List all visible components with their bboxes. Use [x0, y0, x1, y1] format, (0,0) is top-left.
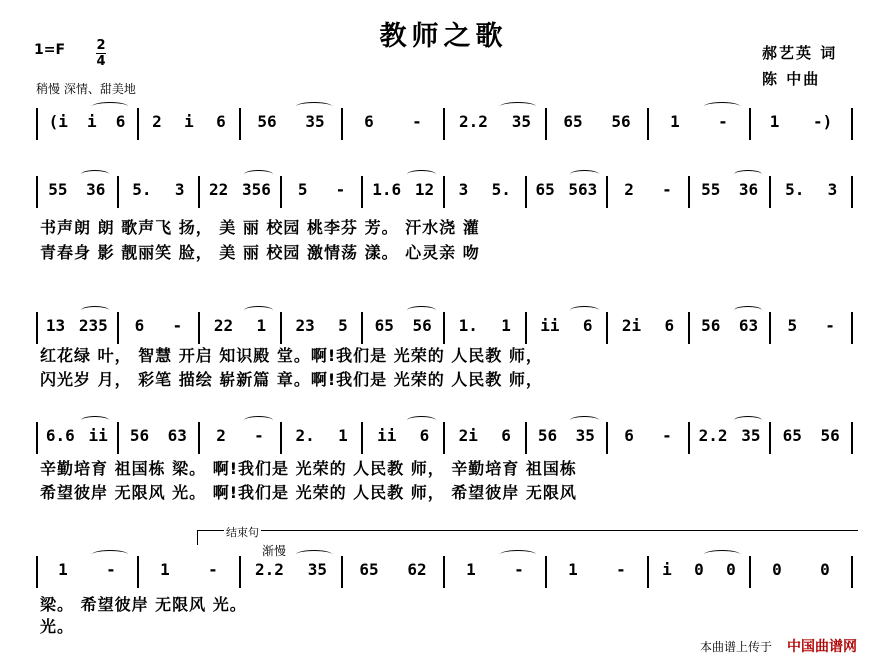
measure [447, 422, 523, 454]
barline [851, 176, 853, 208]
note-group: 2i [458, 426, 478, 445]
measure [284, 422, 360, 454]
note-group: 63 [738, 316, 759, 335]
measure [529, 312, 605, 344]
slur [570, 170, 599, 179]
measure [773, 422, 849, 454]
lyricist-credit: 郝艺英 词 [762, 44, 838, 62]
note-group: 6 [419, 426, 430, 445]
barline [851, 312, 853, 344]
note-group: 356 [242, 180, 271, 199]
note-group: 63 [167, 426, 187, 445]
note-group: 55 [48, 180, 68, 199]
measure [243, 108, 339, 140]
barline [361, 312, 363, 344]
ritardando-marking: 渐慢 [262, 544, 287, 558]
note-group: - [172, 316, 183, 335]
measure [365, 422, 441, 454]
measure [773, 176, 849, 208]
note-group: - [412, 112, 422, 131]
note-group: 6 [216, 112, 226, 131]
note-group: 6 [664, 316, 675, 335]
slur [296, 102, 332, 111]
lyric-row-2-verse-1: 书声朗 朗 歌声飞 扬， 美 丽 校园 桃李芬 芳。 汗水浇 灌 [40, 218, 480, 237]
note-group: 1 [501, 316, 511, 335]
barline [198, 176, 200, 208]
note-group: 6 [582, 316, 593, 335]
barline [137, 556, 139, 588]
measure [447, 556, 543, 588]
barline [606, 176, 608, 208]
note-group: 56 [611, 112, 631, 131]
note-group: 6 [364, 112, 374, 131]
barline [525, 422, 527, 454]
note-group: 6.6 [45, 426, 75, 445]
barline [117, 312, 119, 344]
measure [141, 556, 237, 588]
barline [443, 108, 445, 140]
barline [36, 422, 38, 454]
measure [692, 176, 768, 208]
ending-label: 结束句 [226, 526, 259, 539]
barline [361, 176, 363, 208]
lyric-row-5-verse-1: 梁。 希望彼岸 无限风 光。 [40, 595, 247, 614]
barline [280, 422, 282, 454]
note-group: 35 [305, 112, 325, 131]
barline [443, 312, 445, 344]
slur [81, 416, 110, 425]
note-group: 5 [787, 316, 798, 335]
note-group: 6 [624, 426, 634, 445]
note-group: 2.2 [698, 426, 728, 445]
note-group: 1.6 [372, 180, 402, 199]
note-group: - [208, 560, 218, 579]
note-group: 563 [568, 180, 598, 199]
note-group: 2. [295, 426, 315, 445]
measure [447, 312, 523, 344]
measure [753, 556, 849, 588]
measure [651, 108, 747, 140]
measure [284, 176, 360, 208]
measure [39, 108, 135, 140]
note-group: 3 [174, 180, 185, 199]
note-group: 1 [568, 560, 578, 579]
note-group: 6 [115, 112, 126, 131]
upload-note: 本曲谱上传于 [700, 640, 773, 654]
barline [198, 312, 200, 344]
measure [141, 108, 237, 140]
tempo-marking: 稍慢 深情、甜美地 [36, 82, 136, 96]
barline [443, 176, 445, 208]
note-group: 56 [820, 426, 840, 445]
measure [202, 422, 278, 454]
measure [121, 422, 197, 454]
slur [734, 306, 763, 315]
slur [500, 550, 536, 559]
note-group: 1 [466, 560, 476, 579]
measure [610, 312, 686, 344]
barline [443, 422, 445, 454]
measure [39, 312, 115, 344]
barline [280, 176, 282, 208]
time-signature [96, 39, 106, 68]
note-group: 56 [537, 426, 558, 445]
barline [280, 312, 282, 344]
barline [117, 176, 119, 208]
measure [39, 176, 115, 208]
barline [36, 176, 38, 208]
slur [734, 170, 763, 179]
note-group: 56 [129, 426, 150, 445]
note-group: 5 [338, 316, 348, 335]
barline [647, 556, 649, 588]
barline [525, 176, 527, 208]
barline [36, 108, 38, 140]
note-group: 6 [501, 426, 511, 445]
slur [92, 102, 128, 111]
note-group: - [514, 560, 524, 579]
barline [198, 422, 200, 454]
barline [749, 108, 751, 140]
note-group: 2i [621, 316, 642, 335]
barline [851, 108, 853, 140]
note-group: 1 [670, 112, 680, 131]
measure [447, 176, 523, 208]
measure [529, 176, 605, 208]
note-group: 65 [374, 316, 394, 335]
slur [244, 306, 273, 315]
lyric-row-3-verse-1: 红花绿 叶， 智慧 开启 知识殿 堂。啊!我们是 光荣的 人民教 师， [40, 346, 543, 365]
barline [341, 108, 343, 140]
barline [137, 108, 139, 140]
note-group: ii [377, 426, 397, 445]
note-group: - [106, 560, 116, 579]
note-group: i [184, 112, 194, 131]
measure [365, 176, 441, 208]
note-group: 55 [701, 180, 721, 199]
slur [92, 550, 128, 559]
slur [81, 170, 110, 179]
barline [36, 556, 38, 588]
composer-credit: 陈 中曲 [762, 70, 821, 88]
slur [296, 550, 332, 559]
barline [361, 422, 363, 454]
note-group: 235 [78, 316, 108, 335]
note-group: 5. [785, 180, 805, 199]
note-group: - [616, 560, 626, 579]
barline [749, 556, 751, 588]
barline [239, 556, 241, 588]
time-bottom: 4 [96, 54, 106, 69]
measure [753, 108, 849, 140]
measure [549, 556, 645, 588]
note-group: 12 [414, 180, 435, 199]
slur [704, 550, 740, 559]
barline [606, 312, 608, 344]
note-group: ii [540, 316, 560, 335]
note-group: 2 [624, 180, 634, 199]
barline [341, 556, 343, 588]
note-group: - [335, 180, 346, 199]
note-group: 1 [58, 560, 68, 579]
note-group: 35 [511, 112, 532, 131]
note-group: - [254, 426, 264, 445]
note-group: 65 [359, 560, 379, 579]
note-group: - [662, 180, 672, 199]
slur [570, 416, 599, 425]
note-group: 0 [772, 560, 782, 579]
note-group: 0 [820, 560, 830, 579]
measure [284, 312, 360, 344]
note-group: 62 [407, 560, 427, 579]
lyric-row-2-verse-2: 青春身 影 靓丽笑 脸， 美 丽 校园 激情荡 漾。 心灵亲 吻 [40, 243, 480, 262]
barline [36, 312, 38, 344]
note-group: 2 [216, 426, 226, 445]
note-group: 65 [563, 112, 583, 131]
note-group: 56 [701, 316, 721, 335]
slur [407, 306, 436, 315]
barline [239, 108, 241, 140]
lyric-row-4-verse-2: 希望彼岸 无限风 光。 啊!我们是 光荣的 人民教 师， 希望彼岸 无限风 [40, 483, 577, 502]
barline [688, 176, 690, 208]
barline [606, 422, 608, 454]
note-group: ii [88, 426, 108, 445]
note-group: 5. [491, 180, 511, 199]
note-group: 36 [86, 180, 106, 199]
slur [734, 416, 763, 425]
note-group: 2.2 [254, 560, 284, 579]
note-group: (i [48, 112, 68, 131]
slur [81, 306, 110, 315]
note-group: 5. [132, 180, 152, 199]
slur [407, 170, 436, 179]
note-group: 23 [295, 316, 315, 335]
measure [121, 312, 197, 344]
slur [244, 170, 273, 179]
measure [39, 556, 135, 588]
measure [549, 108, 645, 140]
measure [651, 556, 747, 588]
note-group: 1 [256, 316, 267, 335]
note-group: - [662, 426, 672, 445]
score-row-2 [36, 176, 856, 216]
barline [688, 312, 690, 344]
note-group: i [86, 112, 97, 131]
note-group: 2 [152, 112, 162, 131]
measure [39, 422, 115, 454]
barline [769, 312, 771, 344]
measure [692, 422, 768, 454]
site-logo: 中国曲谱网 [787, 639, 857, 655]
measure [345, 556, 441, 588]
barline [769, 176, 771, 208]
note-group: 1 [160, 560, 170, 579]
slur [407, 416, 436, 425]
note-group: -) [812, 112, 833, 131]
lyric-row-5-verse-2: 光。 [40, 617, 75, 636]
measure [202, 312, 278, 344]
note-group: 1. [458, 316, 478, 335]
note-group: 35 [575, 426, 595, 445]
slur [704, 102, 740, 111]
note-group: 2.2 [458, 112, 488, 131]
note-group: 56 [257, 112, 277, 131]
note-group: - [825, 316, 835, 335]
measure [773, 312, 849, 344]
note-group: 1 [769, 112, 780, 131]
note-group: 1 [338, 426, 348, 445]
key-signature: 1=F [34, 42, 66, 58]
note-group: 35 [741, 426, 761, 445]
note-group: i [662, 560, 672, 579]
measure [610, 176, 686, 208]
time-top: 2 [96, 38, 106, 53]
measure [447, 108, 543, 140]
barline [545, 556, 547, 588]
note-group: 5 [297, 180, 308, 199]
page-title: 教师之歌 [379, 21, 508, 52]
measure [345, 108, 441, 140]
note-group: 3 [827, 180, 838, 199]
slur [500, 102, 536, 111]
note-group: 0 [694, 560, 704, 579]
note-group: 3 [458, 180, 469, 199]
note-group: 22 [213, 316, 234, 335]
barline [545, 108, 547, 140]
lyric-row-3-verse-2: 闪光岁 月， 彩笔 描绘 崭新篇 章。啊!我们是 光荣的 人民教 师， [40, 370, 543, 389]
note-group: 56 [412, 316, 432, 335]
barline [117, 422, 119, 454]
note-group: 65 [535, 180, 555, 199]
note-group: - [718, 112, 728, 131]
note-group: 13 [45, 316, 66, 335]
barline [688, 422, 690, 454]
measure [610, 422, 686, 454]
barline [769, 422, 771, 454]
slur [570, 306, 599, 315]
barline [851, 556, 853, 588]
note-group: 65 [782, 426, 802, 445]
score-row-5 [36, 556, 856, 596]
note-group: 22 [209, 180, 229, 199]
ending-bracket [197, 530, 858, 545]
barline [647, 108, 649, 140]
score-row-1 [36, 108, 856, 148]
note-group: 6 [134, 316, 145, 335]
measure [692, 312, 768, 344]
note-group: 36 [738, 180, 759, 199]
note-group: 0 [726, 560, 736, 579]
measure [529, 422, 605, 454]
measure [243, 556, 339, 588]
measure [202, 176, 278, 208]
barline [525, 312, 527, 344]
barline [851, 422, 853, 454]
barline [443, 556, 445, 588]
slur [244, 416, 273, 425]
note-group: 35 [307, 560, 328, 579]
measure [365, 312, 441, 344]
lyric-row-4-verse-1: 辛勤培育 祖国栋 梁。 啊!我们是 光荣的 人民教 师， 辛勤培育 祖国栋 [40, 459, 577, 478]
measure [121, 176, 197, 208]
